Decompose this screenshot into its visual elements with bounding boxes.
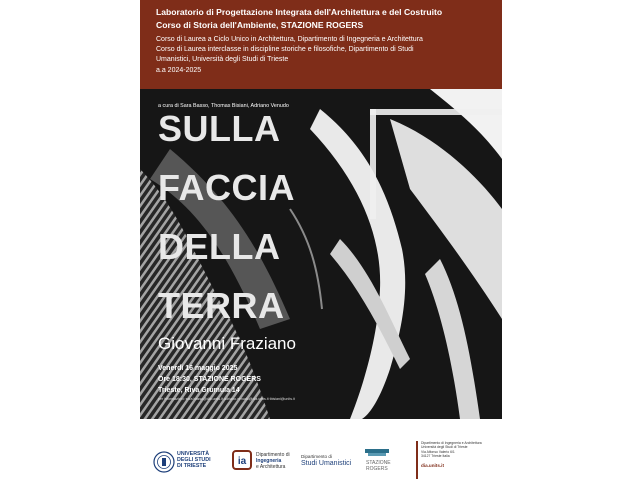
title-line-2: FACCIA <box>158 167 295 208</box>
title-line-1: SULLA <box>158 108 281 149</box>
university-name-line-2: DEGLI STUDI <box>177 457 211 463</box>
rogers-line-2: ROGERS <box>366 465 388 472</box>
ia-dept-line-3: e Architettura <box>256 464 286 470</box>
speaker-name: Giovanni Fraziano <box>158 334 296 353</box>
ia-dept-line-2: Ingegneria <box>256 458 282 464</box>
university-name-line-1: UNIVERSITÀ <box>177 451 210 457</box>
studi-umanistici-department <box>301 453 351 467</box>
ia-dept-line-1: Dipartimento di <box>256 452 290 458</box>
ia-logo-icon <box>232 450 252 470</box>
degree-line-1: Corso di Laurea a Ciclo Unico in Architettura, Dipartimento di Ingegneria e Architettura <box>156 36 423 43</box>
rogers-line-1: STAZIONE <box>366 460 391 466</box>
degree-line-3: Umanistici, Università degli Studi di Trieste <box>156 56 289 63</box>
address-line-4: 34127 Trieste Italia <box>421 454 450 459</box>
event-place: Trieste, Riva Grumula 14 <box>158 387 240 394</box>
ia-department <box>256 452 290 470</box>
address-line-3: Via Alfonso Valerio 6/1 <box>421 449 455 454</box>
curators-credit: a cura di Sara Basso, Thomas Bisiani, Adriano Venudo <box>158 103 289 109</box>
website-link[interactable]: dia.units.it <box>421 463 444 468</box>
address-line-2: Università degli Studi di Trieste <box>421 445 468 450</box>
address-line-1: Dipartimento di Ingegneria e Architettura <box>421 441 482 445</box>
university-seal-icon <box>153 451 175 473</box>
poster-header <box>140 0 502 89</box>
academic-year: a.a 2024-2025 <box>156 67 202 74</box>
event-poster <box>140 0 502 480</box>
footer-divider <box>416 441 418 479</box>
course-title-2: Corso di Storia dell'Ambiente, STAZIONE ROGERS <box>156 20 364 30</box>
department-address <box>421 441 482 459</box>
artwork <box>140 89 502 419</box>
event-time: Ore 18:30, STAZIONE ROGERS <box>158 376 261 383</box>
title-line-3: DELLA <box>158 226 281 267</box>
event-date: Venerdì 16 maggio 2025 <box>158 365 238 372</box>
stazione-rogers-logo <box>366 461 391 472</box>
svg-text:ia: ia <box>237 456 247 467</box>
university-name-line-3: DI TRIESTE <box>177 463 207 469</box>
stazione-rogers-icon <box>365 446 389 458</box>
studi-dept-line-1: Dipartimento di <box>301 454 332 459</box>
contact-info: per informazioni: sara.basso@dia.units.it adriano.venudo@dia.units.it tbisiani@units.it <box>158 397 295 401</box>
title-line-4: TERRA <box>158 285 285 326</box>
degree-line-2: Corso di Laurea interclasse in discipline storiche e filosofiche, Dipartimento di Studi <box>156 46 414 53</box>
studi-dept-line-2: Studi Umanistici <box>301 460 352 467</box>
university-name <box>177 451 211 469</box>
course-title-1: Laboratorio di Progettazione Integrata dell'Architettura e del Costruito <box>156 7 443 17</box>
